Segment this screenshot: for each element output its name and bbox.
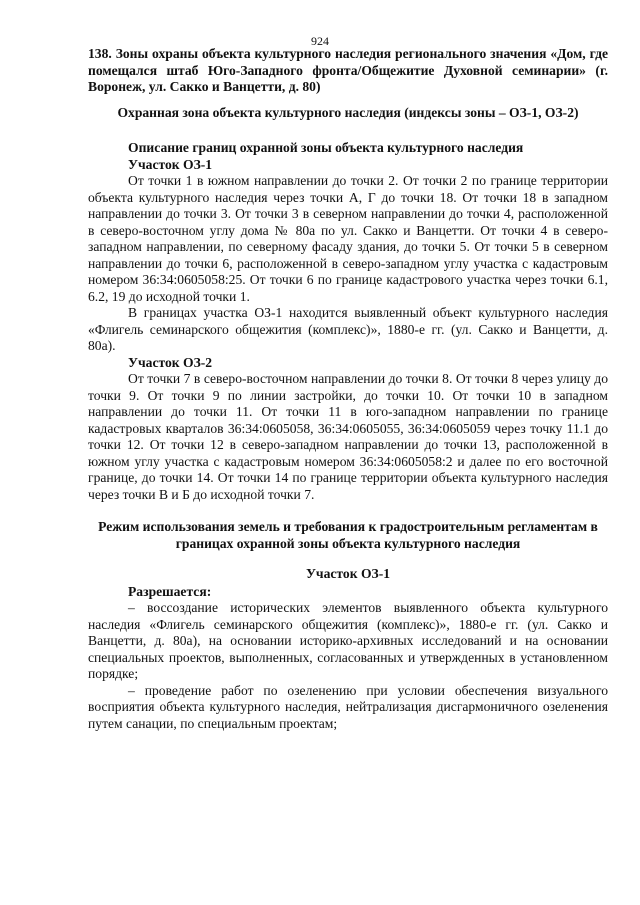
plot-oz2-paragraph: От точки 7 в северо-восточном направлении до точки 8. От точки 8 через улицу до точки 9. От точки 9 по линии застройки, до точки 10. От точки 10 в западном направлении до точки 11. От точки 11 в юго-западном направлении по границе кадастровых кварталов 36:34:0605058, 36:34:0605055, 36:34:0605059 через точку 11.1 до точки 12. От точки 12 в северо-западном направлении до точки 13, расположенной в южном углу участка с кадастровым номером 36:34:0605058:2 и далее по его восточной границе, до точки 14. От точки 14 по границе территории объекта культурного наследия через точки В и Б до исходной точки 7. bbox=[88, 371, 608, 502]
document-content bbox=[88, 46, 608, 732]
plot-oz1-paragraph: В границах участка ОЗ-1 находится выявленный объект культурного наследия «Флигель семинарского общежития (комплекс)», 1880-е гг. (ул. Сакко и Ванцетти, д. 80а). bbox=[88, 305, 608, 353]
plot-oz1-paragraph: От точки 1 в южном направлении до точки 2. От точки 2 по границе территории объекта культурного наследия через точки А, Г до точки 18. От точки 18 в западном направлении до точки 3. От точки 3 в северном направлении до точки 4, расположенной в северо-восточном углу дома № 80а по ул. Сакко и Ванцетти. От точки 4 в северо-западном направлении, по северному фасаду здания, до точки 5. От точки 5 в северном направлении до точки 6, расположенной в северо-западном углу участка с кадастровым номером 36:34:0605058:25. От точки 6 по границе кадастрового участка через точки 6.1, 6.2, 19 до исходной точки 1. bbox=[88, 173, 608, 304]
allowed-item: – воссоздание исторических элементов выявленного объекта культурного наследия «Флигель семинарского общежития (комплекс)», 1880-е гг. (ул. Сакко и Ванцетти, д. 80а), на основании историко-архивных исследований и на основании специальных проектов, выполненных, согласованных и утвержденных в установленном порядке; bbox=[88, 600, 608, 681]
zone-heading: Охранная зона объекта культурного наследия (индексы зоны – ОЗ-1, ОЗ-2) bbox=[117, 104, 579, 120]
page-number: 924 bbox=[311, 34, 329, 48]
allowed-label: Разрешается: bbox=[128, 583, 212, 599]
document-title: 138. Зоны охраны объекта культурного наследия регионального значения «Дом, где помещался штаб Юго-Западного фронта/Общежитие Духовной семинарии» (г. Воронеж, ул. Сакко и Ванцетти, д. 80) bbox=[88, 46, 608, 94]
allowed-item: – проведение работ по озеленению при условии обеспечения визуального восприятия объекта культурного наследия, нейтрализация дисгармоничного озеленения путем санации, по специальным проектам; bbox=[88, 682, 608, 731]
description-heading: Описание границ охранной зоны объекта культурного наследия bbox=[128, 140, 524, 155]
regime-plot-title: Участок ОЗ-1 bbox=[305, 566, 391, 581]
plot-oz2-title: Участок ОЗ-2 bbox=[128, 354, 213, 370]
regime-heading: Режим использования земель и требования к градостроительным регламентам в границах охранной зоны объекта культурного наследия bbox=[98, 519, 598, 551]
plot-oz1-title: Участок ОЗ-1 bbox=[128, 156, 213, 172]
